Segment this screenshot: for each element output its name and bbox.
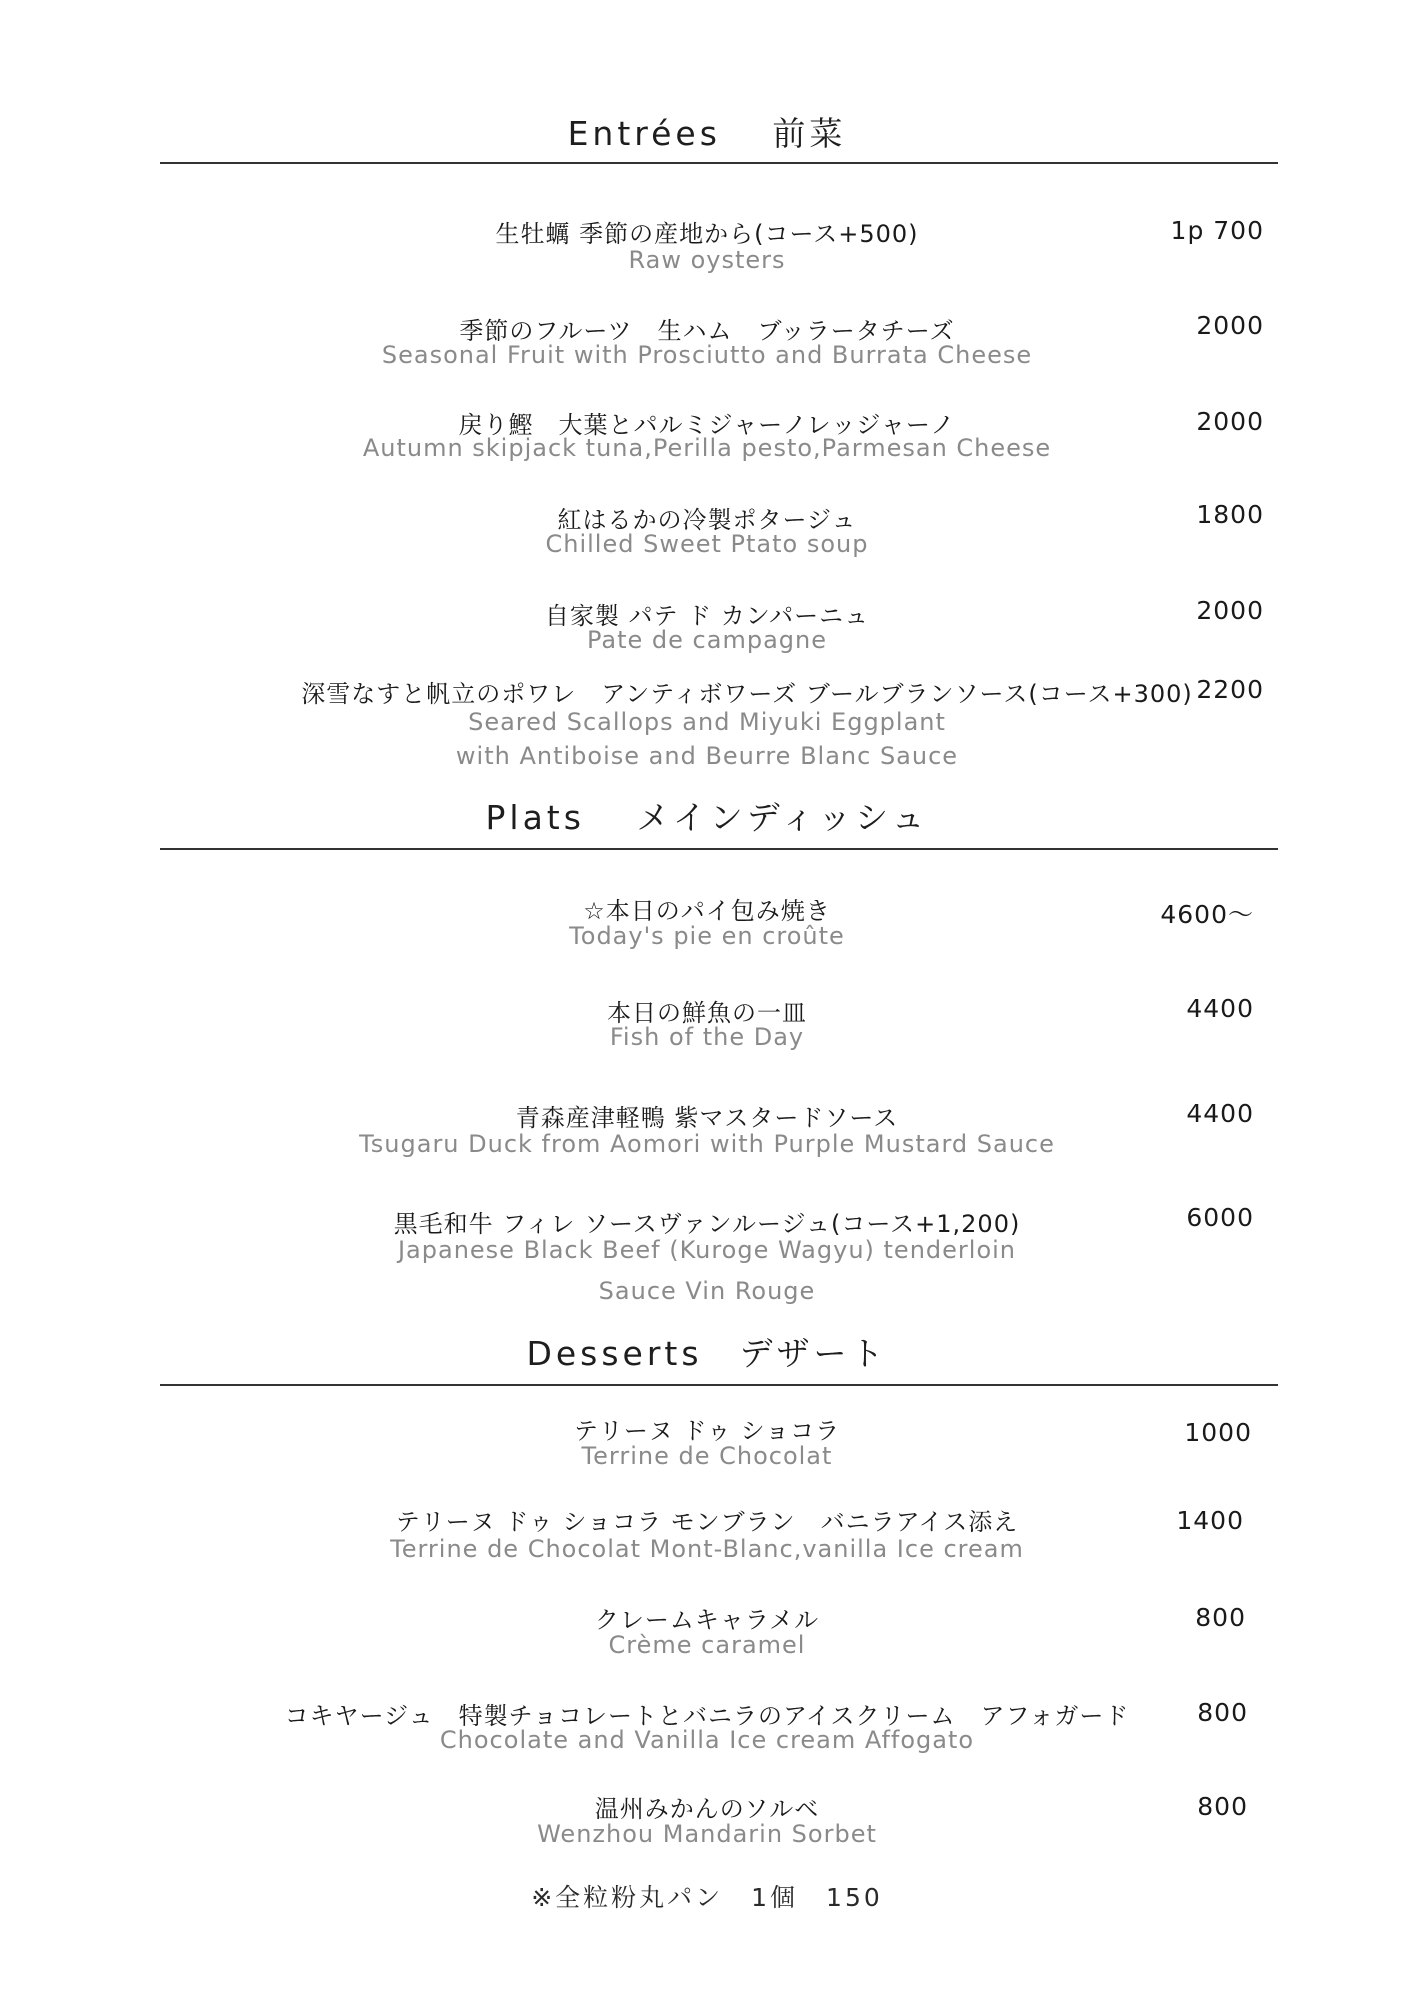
item-name-jp: 温州みかんのソルベ bbox=[594, 1795, 820, 1823]
item-name-en: Seasonal Fruit with Prosciutto and Burrata Cheese bbox=[381, 341, 1033, 369]
item-name-en: Crème caramel bbox=[608, 1631, 806, 1659]
divider bbox=[160, 162, 1278, 164]
divider bbox=[160, 848, 1278, 850]
item-name-jp: 紅はるかの冷製ポタージュ bbox=[557, 506, 857, 534]
item-name-en: Wenzhou Mandarin Sorbet bbox=[537, 1820, 877, 1848]
item-price: 4600～ bbox=[1160, 900, 1254, 929]
item-price: 2000 bbox=[1196, 596, 1264, 625]
item-name-jp: ☆本日のパイ包み焼き bbox=[583, 897, 831, 925]
item-name-jp: 深雪なすと帆立のポワレ アンティボワーズ ブールブランソース(コース+300) bbox=[301, 680, 1193, 708]
item-name-en: Tsugaru Duck from Aomori with Purple Mustard Sauce bbox=[359, 1130, 1055, 1158]
item-name-en: with Antiboise and Beurre Blanc Sauce bbox=[455, 742, 959, 770]
item-name-jp: クレームキャラメル bbox=[594, 1606, 820, 1634]
item-price: 1800 bbox=[1196, 500, 1264, 529]
item-name-en: Pate de campagne bbox=[587, 626, 827, 654]
item-name-jp: 自家製 パテ ド カンパーニュ bbox=[544, 602, 870, 630]
section-heading-entrees: Entrées 前菜 bbox=[567, 114, 847, 153]
item-name-jp: 生牡蠣 季節の産地から(コース+500) bbox=[495, 220, 919, 248]
item-name-en: Terrine de Chocolat bbox=[581, 1442, 833, 1470]
item-price: 1400 bbox=[1176, 1506, 1244, 1535]
section-heading-plats: Plats メインディッシュ bbox=[485, 798, 929, 837]
item-name-jp: 黒毛和牛 フィレ ソースヴァンルージュ(コース+1,200) bbox=[393, 1210, 1021, 1238]
item-price: 800 bbox=[1197, 1698, 1248, 1727]
item-price: 2200 bbox=[1196, 675, 1264, 704]
item-name-jp: 本日の鮮魚の一皿 bbox=[607, 999, 807, 1027]
item-price: 1000 bbox=[1184, 1418, 1252, 1447]
item-price: 6000 bbox=[1186, 1203, 1254, 1232]
item-name-en: Fish of the Day bbox=[609, 1023, 805, 1051]
item-price: 800 bbox=[1195, 1603, 1246, 1632]
item-price: 4400 bbox=[1186, 994, 1254, 1023]
item-price: 2000 bbox=[1196, 407, 1264, 436]
item-name-en: Chilled Sweet Ptato soup bbox=[545, 530, 869, 558]
item-name-jp: 季節のフルーツ 生ハム ブッラータチーズ bbox=[459, 317, 955, 345]
item-name-jp: コキヤージュ 特製チョコレートとバニラのアイスクリーム アフォガード bbox=[284, 1702, 1130, 1730]
item-price: 800 bbox=[1197, 1792, 1248, 1821]
item-name-en: Sauce Vin Rouge bbox=[598, 1277, 816, 1305]
item-name-en: Seared Scallops and Miyuki Eggplant bbox=[468, 708, 946, 736]
item-name-en: Autumn skipjack tuna,Perilla pesto,Parmesan Cheese bbox=[362, 434, 1052, 462]
item-name-jp: テリーヌ ドゥ ショコラ bbox=[573, 1417, 841, 1445]
item-name-en: Terrine de Chocolat Mont-Blanc,vanilla Ice cream bbox=[390, 1535, 1024, 1563]
item-name-en: Japanese Black Beef (Kuroge Wagyu) tenderloin bbox=[397, 1236, 1017, 1264]
item-name-en: Chocolate and Vanilla Ice cream Affogato bbox=[439, 1726, 975, 1754]
item-name-jp: テリーヌ ドゥ ショコラ モンブラン バニラアイス添え bbox=[395, 1508, 1019, 1536]
divider bbox=[160, 1384, 1278, 1386]
item-price: 1p 700 bbox=[1170, 216, 1264, 245]
bread-footnote: ※全粒粉丸パン 1個 150 bbox=[531, 1883, 883, 1912]
item-name-en: Today's pie en croûte bbox=[569, 922, 845, 950]
item-price: 2000 bbox=[1196, 311, 1264, 340]
section-heading-desserts: Desserts デザート bbox=[526, 1334, 888, 1373]
item-price: 4400 bbox=[1186, 1099, 1254, 1128]
item-name-en: Raw oysters bbox=[628, 246, 786, 274]
item-name-jp: 戻り鰹 大葉とパルミジャーノレッジャーノ bbox=[458, 411, 956, 439]
item-name-jp: 青森産津軽鴨 紫マスタードソース bbox=[515, 1104, 899, 1132]
